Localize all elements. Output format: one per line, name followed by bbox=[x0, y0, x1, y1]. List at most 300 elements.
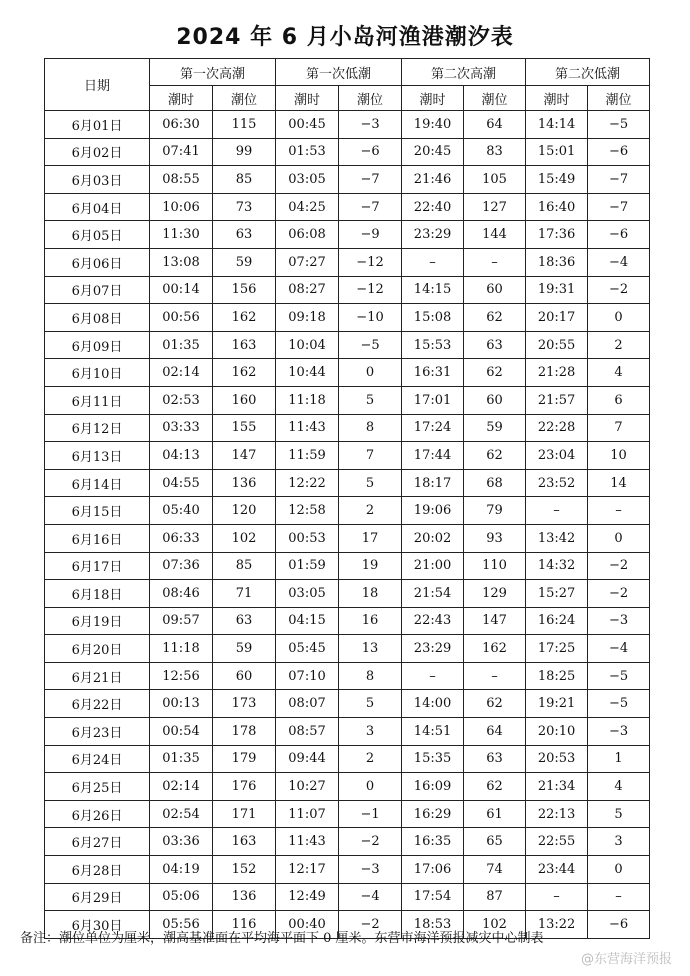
date-cell: 6月08日 bbox=[45, 304, 150, 332]
table-cell: 85 bbox=[213, 166, 276, 194]
date-cell: 6月26日 bbox=[45, 800, 150, 828]
table-cell: 04:15 bbox=[276, 607, 339, 635]
table-cell: 16:29 bbox=[402, 800, 464, 828]
table-row bbox=[45, 690, 650, 718]
table-cell: −12 bbox=[339, 248, 402, 276]
date-cell: 6月30日 bbox=[45, 911, 150, 939]
table-cell: 3 bbox=[339, 718, 402, 746]
table-row bbox=[45, 856, 650, 884]
table-cell: 62 bbox=[464, 690, 526, 718]
date-cell: 6月29日 bbox=[45, 883, 150, 911]
table-cell: −5 bbox=[588, 111, 650, 139]
table-cell: 16:24 bbox=[526, 607, 588, 635]
table-cell: 06:33 bbox=[150, 524, 213, 552]
table-cell: 08:07 bbox=[276, 690, 339, 718]
table-cell: 07:41 bbox=[150, 138, 213, 166]
table-row bbox=[45, 331, 650, 359]
table-cell: 2 bbox=[339, 745, 402, 773]
table-cell: 19:40 bbox=[402, 111, 464, 139]
table-cell: 21:00 bbox=[402, 552, 464, 580]
table-cell: 00:56 bbox=[150, 304, 213, 332]
table-cell: 14:00 bbox=[402, 690, 464, 718]
table-cell: −2 bbox=[339, 828, 402, 856]
table-cell: 11:07 bbox=[276, 800, 339, 828]
group-header: 第二次高潮 bbox=[402, 59, 526, 86]
date-cell: 6月03日 bbox=[45, 166, 150, 194]
table-cell: 17:25 bbox=[526, 635, 588, 663]
table-cell: 0 bbox=[588, 856, 650, 884]
table-cell: 83 bbox=[464, 138, 526, 166]
date-cell: 6月05日 bbox=[45, 221, 150, 249]
table-cell: −7 bbox=[588, 193, 650, 221]
table-cell: 20:02 bbox=[402, 524, 464, 552]
table-cell: 20:10 bbox=[526, 718, 588, 746]
table-cell: 21:34 bbox=[526, 773, 588, 801]
table-row bbox=[45, 883, 650, 911]
table-cell: 5 bbox=[339, 690, 402, 718]
table-cell: – bbox=[464, 662, 526, 690]
table-cell: 19 bbox=[339, 552, 402, 580]
table-cell: 07:10 bbox=[276, 662, 339, 690]
table-cell: 0 bbox=[339, 359, 402, 387]
table-cell: −9 bbox=[339, 221, 402, 249]
table-cell: 68 bbox=[464, 469, 526, 497]
table-cell: 18 bbox=[339, 580, 402, 608]
table-cell: 87 bbox=[464, 883, 526, 911]
table-cell: 17 bbox=[339, 524, 402, 552]
table-cell: 155 bbox=[213, 414, 276, 442]
table-cell: 23:04 bbox=[526, 442, 588, 470]
table-cell: −2 bbox=[588, 276, 650, 304]
table-cell: 17:54 bbox=[402, 883, 464, 911]
table-cell: 2 bbox=[588, 331, 650, 359]
table-cell: 5 bbox=[588, 800, 650, 828]
table-row bbox=[45, 304, 650, 332]
table-row bbox=[45, 469, 650, 497]
table-row bbox=[45, 635, 650, 663]
table-cell: 6 bbox=[588, 386, 650, 414]
table-cell: 21:54 bbox=[402, 580, 464, 608]
table-row bbox=[45, 607, 650, 635]
table-cell: – bbox=[402, 662, 464, 690]
table-cell: 02:14 bbox=[150, 359, 213, 387]
table-cell: 102 bbox=[213, 524, 276, 552]
table-cell: 02:53 bbox=[150, 386, 213, 414]
table-row bbox=[45, 276, 650, 304]
table-cell: 60 bbox=[464, 386, 526, 414]
table-cell: 93 bbox=[464, 524, 526, 552]
table-cell: 10 bbox=[588, 442, 650, 470]
table-cell: 65 bbox=[464, 828, 526, 856]
table-cell: 00:45 bbox=[276, 111, 339, 139]
table-cell: 21:28 bbox=[526, 359, 588, 387]
date-cell: 6月15日 bbox=[45, 497, 150, 525]
table-cell: 63 bbox=[464, 331, 526, 359]
table-cell: 62 bbox=[464, 442, 526, 470]
table-cell: 09:44 bbox=[276, 745, 339, 773]
table-row bbox=[45, 552, 650, 580]
table-row bbox=[45, 773, 650, 801]
table-cell: −4 bbox=[588, 635, 650, 663]
watermark: @东营海洋预报 bbox=[580, 952, 672, 967]
table-row bbox=[45, 524, 650, 552]
sub-header: 潮时 bbox=[402, 86, 464, 111]
table-cell: – bbox=[402, 248, 464, 276]
table-cell: 07:36 bbox=[150, 552, 213, 580]
table-cell: 152 bbox=[213, 856, 276, 884]
table-cell: 22:55 bbox=[526, 828, 588, 856]
table-cell: −5 bbox=[588, 690, 650, 718]
table-row bbox=[45, 745, 650, 773]
table-cell: −1 bbox=[339, 800, 402, 828]
date-cell: 6月11日 bbox=[45, 386, 150, 414]
table-cell: 21:57 bbox=[526, 386, 588, 414]
table-cell: 85 bbox=[213, 552, 276, 580]
table-cell: 163 bbox=[213, 828, 276, 856]
table-cell: 00:53 bbox=[276, 524, 339, 552]
table-cell: 13:08 bbox=[150, 248, 213, 276]
table-cell: 04:19 bbox=[150, 856, 213, 884]
table-cell: 02:54 bbox=[150, 800, 213, 828]
table-cell: −3 bbox=[588, 718, 650, 746]
table-cell: 22:28 bbox=[526, 414, 588, 442]
table-cell: 0 bbox=[339, 773, 402, 801]
table-cell: 16:31 bbox=[402, 359, 464, 387]
date-cell: 6月02日 bbox=[45, 138, 150, 166]
table-cell: 17:06 bbox=[402, 856, 464, 884]
table-row bbox=[45, 497, 650, 525]
table-cell: 171 bbox=[213, 800, 276, 828]
table-cell: 02:14 bbox=[150, 773, 213, 801]
date-cell: 6月13日 bbox=[45, 442, 150, 470]
date-cell: 6月28日 bbox=[45, 856, 150, 884]
table-cell: 12:17 bbox=[276, 856, 339, 884]
table-cell: 16 bbox=[339, 607, 402, 635]
table-cell: 2 bbox=[339, 497, 402, 525]
table-cell: 63 bbox=[213, 221, 276, 249]
group-header: 第一次低潮 bbox=[276, 59, 402, 86]
table-cell: 01:53 bbox=[276, 138, 339, 166]
table-cell: 11:30 bbox=[150, 221, 213, 249]
table-cell: 11:43 bbox=[276, 414, 339, 442]
table-cell: 19:06 bbox=[402, 497, 464, 525]
table-cell: 71 bbox=[213, 580, 276, 608]
sub-header: 潮时 bbox=[526, 86, 588, 111]
table-cell: 04:25 bbox=[276, 193, 339, 221]
table-cell: – bbox=[588, 883, 650, 911]
table-cell: 73 bbox=[213, 193, 276, 221]
table-cell: −3 bbox=[339, 856, 402, 884]
table-cell: 129 bbox=[464, 580, 526, 608]
table-cell: 14:51 bbox=[402, 718, 464, 746]
date-cell: 6月22日 bbox=[45, 690, 150, 718]
table-cell: 62 bbox=[464, 773, 526, 801]
page-title: 2024 年 6 月小岛河渔港潮汐表 bbox=[176, 25, 514, 50]
table-cell: 05:56 bbox=[150, 911, 213, 939]
table-cell: 00:14 bbox=[150, 276, 213, 304]
table-cell: – bbox=[588, 497, 650, 525]
table-cell: 08:55 bbox=[150, 166, 213, 194]
table-cell: 136 bbox=[213, 469, 276, 497]
table-row bbox=[45, 442, 650, 470]
table-cell: 06:08 bbox=[276, 221, 339, 249]
table-cell: 110 bbox=[464, 552, 526, 580]
table-cell: 22:43 bbox=[402, 607, 464, 635]
table-cell: 59 bbox=[213, 635, 276, 663]
table-cell: −4 bbox=[339, 883, 402, 911]
table-cell: 74 bbox=[464, 856, 526, 884]
table-cell: −5 bbox=[588, 662, 650, 690]
table-cell: 23:44 bbox=[526, 856, 588, 884]
table-cell: 05:06 bbox=[150, 883, 213, 911]
table-cell: 18:53 bbox=[402, 911, 464, 939]
date-cell: 6月04日 bbox=[45, 193, 150, 221]
table-cell: 120 bbox=[213, 497, 276, 525]
table-cell: 04:13 bbox=[150, 442, 213, 470]
table-cell: 17:01 bbox=[402, 386, 464, 414]
table-cell: 21:46 bbox=[402, 166, 464, 194]
table-cell: −7 bbox=[339, 166, 402, 194]
table-cell: 01:35 bbox=[150, 745, 213, 773]
table-cell: 0 bbox=[588, 304, 650, 332]
date-header: 日期 bbox=[45, 59, 150, 111]
table-cell: 16:35 bbox=[402, 828, 464, 856]
date-cell: 6月07日 bbox=[45, 276, 150, 304]
table-cell: 16:09 bbox=[402, 773, 464, 801]
sub-header: 潮位 bbox=[339, 86, 402, 111]
table-cell: 20:45 bbox=[402, 138, 464, 166]
table-cell: 10:27 bbox=[276, 773, 339, 801]
table-cell: 7 bbox=[339, 442, 402, 470]
table-cell: 179 bbox=[213, 745, 276, 773]
table-cell: 178 bbox=[213, 718, 276, 746]
table-cell: 14 bbox=[588, 469, 650, 497]
table-cell: 18:17 bbox=[402, 469, 464, 497]
table-cell: 5 bbox=[339, 469, 402, 497]
date-cell: 6月17日 bbox=[45, 552, 150, 580]
table-cell: −6 bbox=[339, 138, 402, 166]
table-cell: −7 bbox=[588, 166, 650, 194]
table-row bbox=[45, 248, 650, 276]
table-cell: 62 bbox=[464, 359, 526, 387]
sub-header: 潮时 bbox=[276, 86, 339, 111]
tide-table-body bbox=[45, 111, 650, 939]
date-cell: 6月14日 bbox=[45, 469, 150, 497]
tide-table bbox=[44, 58, 650, 939]
table-cell: 14:15 bbox=[402, 276, 464, 304]
table-cell: −4 bbox=[588, 248, 650, 276]
table-cell: 10:44 bbox=[276, 359, 339, 387]
date-cell: 6月27日 bbox=[45, 828, 150, 856]
table-cell: −6 bbox=[588, 138, 650, 166]
table-row bbox=[45, 414, 650, 442]
table-cell: 127 bbox=[464, 193, 526, 221]
table-cell: 07:27 bbox=[276, 248, 339, 276]
table-cell: 15:27 bbox=[526, 580, 588, 608]
table-cell: 99 bbox=[213, 138, 276, 166]
table-cell: 11:43 bbox=[276, 828, 339, 856]
table-cell: 12:58 bbox=[276, 497, 339, 525]
table-cell: 03:05 bbox=[276, 166, 339, 194]
date-cell: 6月12日 bbox=[45, 414, 150, 442]
table-cell: −3 bbox=[339, 111, 402, 139]
table-cell: 62 bbox=[464, 304, 526, 332]
group-header: 第二次低潮 bbox=[526, 59, 650, 86]
table-cell: 08:57 bbox=[276, 718, 339, 746]
table-cell: 09:18 bbox=[276, 304, 339, 332]
table-cell: 64 bbox=[464, 718, 526, 746]
table-cell: 64 bbox=[464, 111, 526, 139]
table-cell: 19:21 bbox=[526, 690, 588, 718]
table-cell: 08:27 bbox=[276, 276, 339, 304]
table-cell: 147 bbox=[464, 607, 526, 635]
table-cell: 12:56 bbox=[150, 662, 213, 690]
table-cell: −2 bbox=[588, 552, 650, 580]
table-cell: 15:35 bbox=[402, 745, 464, 773]
table-cell: 4 bbox=[588, 359, 650, 387]
table-cell: 60 bbox=[464, 276, 526, 304]
table-cell: 13:42 bbox=[526, 524, 588, 552]
table-cell: 8 bbox=[339, 662, 402, 690]
table-cell: −2 bbox=[339, 911, 402, 939]
table-row bbox=[45, 111, 650, 139]
table-cell: 15:49 bbox=[526, 166, 588, 194]
table-cell: 162 bbox=[213, 359, 276, 387]
table-cell: 147 bbox=[213, 442, 276, 470]
table-cell: 17:44 bbox=[402, 442, 464, 470]
footnote: 备注：潮位单位为厘米，潮高基准面在平均海平面下 0 厘米。东营市海洋预报减灾中心制表 bbox=[20, 931, 544, 946]
table-row bbox=[45, 828, 650, 856]
table-cell: 23:29 bbox=[402, 221, 464, 249]
table-cell: 4 bbox=[588, 773, 650, 801]
table-row bbox=[45, 359, 650, 387]
table-row bbox=[45, 580, 650, 608]
table-cell: −2 bbox=[588, 580, 650, 608]
table-cell: 00:13 bbox=[150, 690, 213, 718]
table-cell: 03:33 bbox=[150, 414, 213, 442]
table-cell: 00:40 bbox=[276, 911, 339, 939]
date-cell: 6月10日 bbox=[45, 359, 150, 387]
table-cell: 15:53 bbox=[402, 331, 464, 359]
table-cell: 15:01 bbox=[526, 138, 588, 166]
table-cell: 19:31 bbox=[526, 276, 588, 304]
table-cell: −12 bbox=[339, 276, 402, 304]
table-cell: 0 bbox=[588, 524, 650, 552]
table-cell: 03:05 bbox=[276, 580, 339, 608]
date-cell: 6月16日 bbox=[45, 524, 150, 552]
table-cell: 05:40 bbox=[150, 497, 213, 525]
table-cell: 144 bbox=[464, 221, 526, 249]
table-row bbox=[45, 138, 650, 166]
table-cell: 01:35 bbox=[150, 331, 213, 359]
table-cell: 22:13 bbox=[526, 800, 588, 828]
table-cell: 17:24 bbox=[402, 414, 464, 442]
table-cell: 12:49 bbox=[276, 883, 339, 911]
table-cell: 1 bbox=[588, 745, 650, 773]
table-cell: 01:59 bbox=[276, 552, 339, 580]
date-cell: 6月20日 bbox=[45, 635, 150, 663]
table-cell: −6 bbox=[588, 911, 650, 939]
table-cell: 20:17 bbox=[526, 304, 588, 332]
table-cell: 10:04 bbox=[276, 331, 339, 359]
table-cell: 22:40 bbox=[402, 193, 464, 221]
table-cell: 11:59 bbox=[276, 442, 339, 470]
table-cell: −7 bbox=[339, 193, 402, 221]
table-cell: 13 bbox=[339, 635, 402, 663]
sub-header: 潮位 bbox=[213, 86, 276, 111]
date-cell: 6月18日 bbox=[45, 580, 150, 608]
sub-header: 潮位 bbox=[464, 86, 526, 111]
table-cell: 61 bbox=[464, 800, 526, 828]
table-cell: 102 bbox=[464, 911, 526, 939]
table-cell: 176 bbox=[213, 773, 276, 801]
table-cell: 59 bbox=[464, 414, 526, 442]
table-cell: 00:54 bbox=[150, 718, 213, 746]
table-cell: 14:14 bbox=[526, 111, 588, 139]
table-cell: 173 bbox=[213, 690, 276, 718]
group-header: 第一次高潮 bbox=[150, 59, 276, 86]
sub-header: 潮位 bbox=[588, 86, 650, 111]
table-cell: 162 bbox=[464, 635, 526, 663]
table-cell: −6 bbox=[588, 221, 650, 249]
table-cell: 136 bbox=[213, 883, 276, 911]
table-cell: 11:18 bbox=[150, 635, 213, 663]
table-cell: – bbox=[526, 883, 588, 911]
table-cell: 04:55 bbox=[150, 469, 213, 497]
table-cell: – bbox=[526, 497, 588, 525]
date-cell: 6月25日 bbox=[45, 773, 150, 801]
table-cell: 16:40 bbox=[526, 193, 588, 221]
table-cell: 63 bbox=[213, 607, 276, 635]
table-cell: 03:36 bbox=[150, 828, 213, 856]
table-cell: 15:08 bbox=[402, 304, 464, 332]
table-cell: 5 bbox=[339, 386, 402, 414]
table-cell: 14:32 bbox=[526, 552, 588, 580]
table-cell: −5 bbox=[339, 331, 402, 359]
table-cell: 09:57 bbox=[150, 607, 213, 635]
table-cell: 23:52 bbox=[526, 469, 588, 497]
table-cell: 60 bbox=[213, 662, 276, 690]
table-cell: 8 bbox=[339, 414, 402, 442]
table-cell: 79 bbox=[464, 497, 526, 525]
date-cell: 6月06日 bbox=[45, 248, 150, 276]
date-cell: 6月21日 bbox=[45, 662, 150, 690]
table-row bbox=[45, 718, 650, 746]
sub-header: 潮时 bbox=[150, 86, 213, 111]
table-row bbox=[45, 221, 650, 249]
table-row bbox=[45, 166, 650, 194]
table-cell: 163 bbox=[213, 331, 276, 359]
table-cell: 20:53 bbox=[526, 745, 588, 773]
table-cell: 20:55 bbox=[526, 331, 588, 359]
table-cell: 18:36 bbox=[526, 248, 588, 276]
table-row bbox=[45, 662, 650, 690]
date-cell: 6月09日 bbox=[45, 331, 150, 359]
table-row bbox=[45, 386, 650, 414]
date-cell: 6月24日 bbox=[45, 745, 150, 773]
table-cell: 7 bbox=[588, 414, 650, 442]
table-cell: 17:36 bbox=[526, 221, 588, 249]
table-row bbox=[45, 193, 650, 221]
table-cell: 08:46 bbox=[150, 580, 213, 608]
date-cell: 6月01日 bbox=[45, 111, 150, 139]
table-cell: – bbox=[464, 248, 526, 276]
table-cell: 23:29 bbox=[402, 635, 464, 663]
table-cell: −10 bbox=[339, 304, 402, 332]
table-cell: 162 bbox=[213, 304, 276, 332]
table-row bbox=[45, 800, 650, 828]
table-cell: 05:45 bbox=[276, 635, 339, 663]
